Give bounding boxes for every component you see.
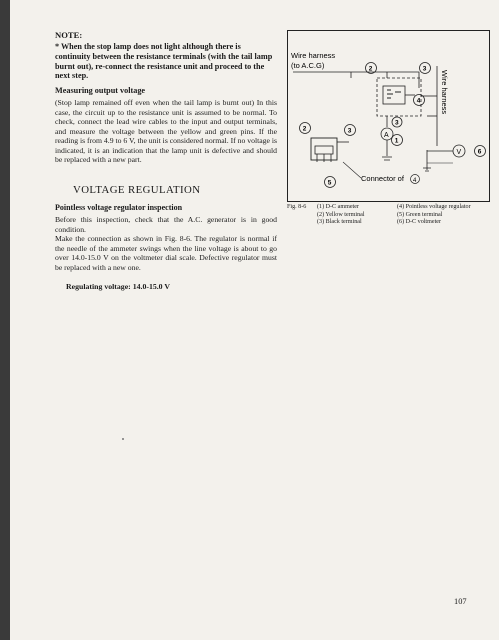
callout-label: 3	[422, 65, 427, 73]
regulator-body-2: Make the connection as shown in Fig. 8-6. The regulator is normal if the needle of the ammeter swings when the line voltage is about to go over 14.0-15.0 V on the voltmeter dial scale. Defective regulator must be replaced with a new one.	[55, 234, 277, 272]
wire-harness-top-label-2: (to A.C.G)	[291, 61, 325, 70]
callout-label: 5	[327, 179, 332, 187]
stray-mark	[122, 438, 124, 440]
callout-label: 3	[395, 119, 399, 127]
callout-label: 1	[394, 137, 399, 145]
section-title: VOLTAGE REGULATION	[73, 184, 201, 196]
note-title: NOTE:	[55, 30, 83, 40]
voltmeter-symbol: V	[456, 149, 462, 156]
wiring-diagram	[287, 30, 490, 202]
caption-item: (3) Black terminal	[317, 219, 362, 226]
callout-label: 2	[302, 125, 307, 133]
regulating-voltage: Regulating voltage: 14.0-15.0 V	[66, 282, 171, 291]
wire-harness-right-label: Wire harness	[440, 70, 449, 115]
document-page	[10, 0, 499, 640]
figure-caption	[287, 204, 493, 227]
caption-item: (4) Pointless voltage regulator	[397, 204, 471, 210]
measuring-body: (Stop lamp remained off even when the tail lamp is burnt out) In this case, the circuit up to the resistance unit is assumed to be normal. To check, connect the lead wire cables to the input and output terminals, and measure the voltage between the yellow and green pins. If the reading is from 4.9 to 6 V, the unit is considered normal. If no voltage is indicated, it is an indication that the lamp unit is defective and should be replaced with a new part.	[55, 98, 277, 165]
callout-label: 2	[368, 65, 373, 73]
callout-label: 6	[477, 148, 482, 156]
caption-item: (5) Green terminal	[397, 211, 443, 218]
note-body: * When the stop lamp does not light although there is continuity between the resistance terminals (with the tail lamp burnt out), re-connect the resistance unit and proceed to the next step.	[55, 42, 273, 81]
connector-callout: 4	[413, 178, 417, 184]
caption-item: (6) D-C voltmeter	[397, 219, 441, 226]
callout-label: 3	[347, 127, 352, 135]
connector-label: Connector of	[361, 174, 404, 183]
regulator-heading: Pointless voltage regulator inspection	[55, 203, 183, 212]
measuring-heading: Measuring output voltage	[55, 86, 146, 95]
wire-harness-top-label-1: Wire harness	[291, 51, 336, 60]
caption-item: (1) D-C ammeter	[317, 204, 359, 210]
regulator-body-1: Before this inspection, check that the A.C. generator is in good condition.	[55, 215, 277, 234]
ammeter-symbol: A	[384, 132, 389, 139]
caption-row	[287, 219, 493, 227]
caption-figure-label: Fig. 8-6	[287, 204, 307, 210]
caption-row	[287, 204, 493, 212]
callout-label: 4	[416, 97, 421, 105]
page-number: 107	[454, 597, 467, 606]
caption-item: (2) Yellow terminal	[317, 211, 365, 218]
